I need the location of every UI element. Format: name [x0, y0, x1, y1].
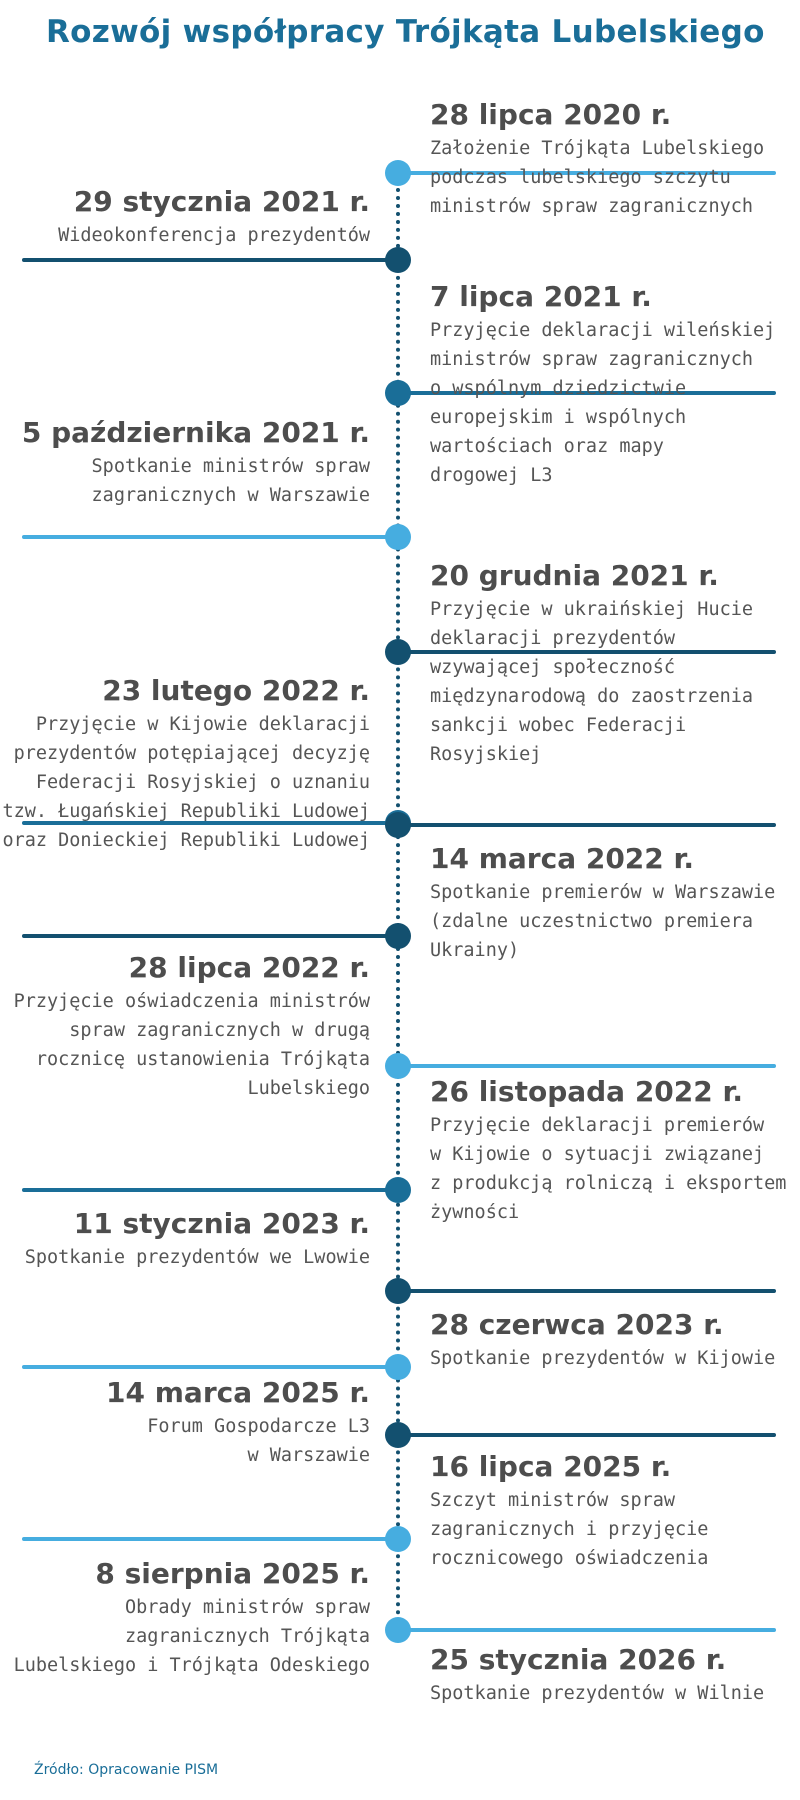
timeline-event	[14, 951, 370, 1103]
connector-line	[22, 1537, 400, 1541]
event-description: Obrady ministrów spraw zagranicznych Trójkąta Lubelskiego i Trójkąta Odeskiego	[13, 1597, 370, 1676]
event-date: 8 sierpnia 2025 r.	[95, 1557, 370, 1590]
timeline-event	[430, 1308, 775, 1373]
event-date: 23 lutego 2022 r.	[102, 674, 370, 707]
event-description: Przyjęcie oświadczenia ministrów spraw zagranicznych w drugą rocznicę ustanowienia Trójkąta Lubelskiego	[13, 991, 370, 1099]
timeline-marker	[385, 1177, 411, 1203]
event-description: Szczyt ministrów spraw zagranicznych i przyjęcie rocznicowego oświadczenia	[430, 1490, 709, 1569]
timeline-event	[22, 416, 370, 510]
timeline-marker	[385, 1278, 411, 1304]
event-description: Wideokonferencja prezydentów	[58, 225, 370, 246]
connector-line	[398, 1064, 776, 1068]
timeline-marker	[385, 639, 411, 665]
connector-line	[398, 1433, 776, 1437]
timeline-event	[430, 280, 775, 490]
event-date: 28 czerwca 2023 r.	[430, 1308, 724, 1341]
event-description: Przyjęcie w Kijowie deklaracji prezydentów potępiającej decyzję Federacji Rosyjskiej o uznaniu tzw. Ługańskiej Republiki Ludowej oraz Donieckiej Republiki Ludowej	[2, 714, 370, 851]
connector-line	[22, 535, 400, 539]
timeline-event	[430, 842, 775, 965]
event-date: 29 stycznia 2021 r.	[73, 185, 370, 218]
timeline-event	[2, 674, 370, 855]
timeline-marker	[385, 1422, 411, 1448]
connector-line	[398, 1289, 776, 1293]
timeline-event	[106, 1376, 370, 1470]
connector-line	[398, 823, 776, 827]
event-date: 7 lipca 2021 r.	[430, 280, 652, 313]
connector-line	[22, 1188, 400, 1192]
timeline-marker	[385, 1354, 411, 1380]
event-description: Przyjęcie w ukraińskiej Hucie deklaracji prezydentów wzywającej społeczność międzynarodową do zaostrzenia sankcji wobec Federacji Rosyjskiej	[430, 599, 754, 765]
event-description: Spotkanie prezydentów w Wilnie	[430, 1683, 765, 1704]
timeline-event	[25, 1207, 370, 1272]
connector-line	[22, 258, 400, 262]
event-description: Przyjęcie deklaracji premierów w Kijowie o sytuacji związanej z produkcją rolniczą i eksportem żywności	[430, 1115, 787, 1223]
timeline-marker	[385, 380, 411, 406]
event-date: 28 lipca 2022 r.	[128, 951, 370, 984]
event-date: 5 października 2021 r.	[21, 416, 370, 449]
timeline-marker	[385, 812, 411, 838]
timeline-event	[430, 1450, 708, 1573]
source-note: Źródło: Opracowanie PISM	[34, 1762, 219, 1778]
event-description: Spotkanie prezydentów we Lwowie	[24, 1247, 370, 1268]
event-date: 14 marca 2025 r.	[106, 1376, 370, 1409]
event-date: 11 stycznia 2023 r.	[73, 1207, 370, 1240]
timeline-marker	[385, 1526, 411, 1552]
event-description: Przyjęcie deklaracji wileńskiej ministrów spraw zagranicznych o wspólnym dziedzictwie europejskim i wspólnych wartościach oraz mapy drogowej L3	[430, 320, 776, 486]
event-description: Spotkanie premierów w Warszawie (zdalne uczestnictwo premiera Ukrainy)	[430, 882, 776, 961]
timeline-event	[430, 1643, 764, 1708]
event-date: 25 stycznia 2026 r.	[430, 1643, 727, 1676]
event-description: Spotkanie prezydentów w Kijowie	[430, 1348, 776, 1369]
timeline-event	[430, 559, 753, 769]
event-description: Założenie Trójkąta Lubelskiego podczas lubelskiego szczytu ministrów spraw zagranicznych	[430, 138, 765, 217]
timeline-marker	[385, 247, 411, 273]
event-date: 20 grudnia 2021 r.	[430, 559, 719, 592]
connector-line	[398, 1628, 776, 1632]
timeline-event	[58, 185, 370, 250]
event-date: 14 marca 2022 r.	[430, 842, 694, 875]
timeline-marker	[385, 1053, 411, 1079]
timeline-marker	[385, 1617, 411, 1643]
event-date: 16 lipca 2025 r.	[430, 1450, 672, 1483]
timeline-event	[430, 98, 764, 221]
event-date: 26 listopada 2022 r.	[430, 1075, 743, 1108]
timeline-event	[14, 1557, 370, 1680]
timeline-marker	[385, 524, 411, 550]
event-date: 28 lipca 2020 r.	[430, 98, 672, 131]
timeline-event	[430, 1075, 786, 1227]
event-description: Forum Gospodarcze L3 w Warszawie	[147, 1416, 370, 1466]
page-title: Rozwój współpracy Trójkąta Lubelskiego	[46, 14, 765, 50]
timeline-marker	[385, 923, 411, 949]
connector-line	[22, 934, 400, 938]
timeline-marker	[385, 160, 411, 186]
event-description: Spotkanie ministrów spraw zagranicznych w Warszawie	[91, 456, 370, 506]
connector-line	[22, 1365, 400, 1369]
